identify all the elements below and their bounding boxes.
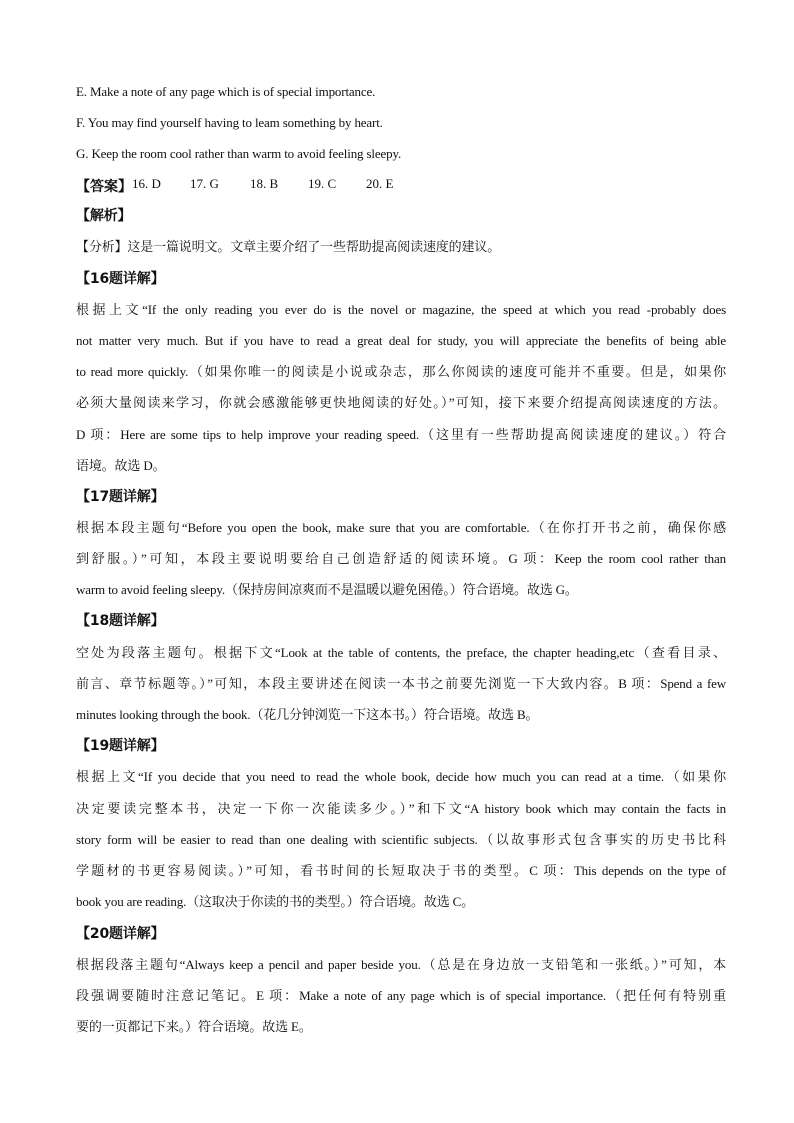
option-e: E. Make a note of any page which is of special importance. [76,84,376,99]
q19-heading: 【19题详解】 [76,738,165,754]
q19-line: story form will be easier to read than one dealing with scientific subjects.（以故事形式包含事实的历史书比科 [76,832,726,847]
q18-line: minutes looking through the book.（花几分钟浏览一下这本书。）符合语境。故选 B。 [76,707,539,722]
q17-line: warm to avoid feeling sleepy.（保持房间凉爽而不是温暖以避免困倦。）符合语境。故选 G。 [76,582,578,597]
q16-line: 必须大量阅读来学习，你就会感激能够更快地阅读的好处。）”可知，接下来要介绍提高阅读速度的方法。 [76,395,726,410]
analysis-heading: 【解析】 [76,208,132,224]
answer-label: 【答案】 [76,179,132,195]
q20-heading: 【20题详解】 [76,926,165,942]
answer-item: 16. D [132,176,161,191]
q19-line: 决定要读完整本书，决定一下你一次能读多少。）”和下文“A history book which may contain the facts in [76,801,726,816]
q19-line: 根据上文“If you decide that you need to read the whole book, decide how much you can read at a time.（如果你 [76,769,726,784]
q18-line: 前言、章节标题等。）”可知，本段主要讲述在阅读一本书之前要先浏览一下大致内容。B 项：Spend a few [76,676,726,691]
q16-line: D 项：Here are some tips to help improve your reading speed.（这里有一些帮助提高阅读速度的建议。）符合 [76,427,726,442]
q20-line: 要的一页都记下来。）符合语境。故选 E。 [76,1019,312,1034]
q16-line: 语境。故选 D。 [76,458,166,473]
q18-heading: 【18题详解】 [76,613,165,629]
q19-line: 学题材的书更容易阅读。）”可知，看书时间的长短取决于书的类型。C 项：This depends on the type of [76,863,726,878]
q16-line: not matter very much. But if you have to read a great deal for study, you will appreciate the benefits of being able [76,333,726,348]
q19-line: book you are reading.（这取决于你读的书的类型。）符合语境。故选 C。 [76,894,475,909]
answer-item: 18. B [250,176,279,191]
q20-line: 段强调要随时注意记笔记。E 项：Make a note of any page which is of special importance.（把任何有特别重 [76,988,726,1003]
q17-heading: 【17题详解】 [76,489,165,505]
answer-item: 17. G [190,176,219,191]
q18-line: 空处为段落主题句。根据下文“Look at the table of contents, the preface, the chapter heading,etc（查看目录、 [76,645,726,660]
q16-heading: 【16题详解】 [76,271,165,287]
q17-line: 到舒服。）”可知，本段主要说明要给自己创造舒适的阅读环境。G 项：Keep the room cool rather than [76,551,726,566]
q16-line: to read more quickly.（如果你唯一的阅读是小说或杂志，那么你阅读的速度可能并不重要。但是，如果你 [76,364,726,379]
q17-line: 根据本段主题句“Before you open the book, make sure that you are comfortable.（在你打开书之前，确保你感 [76,520,726,535]
answer-item: 20. E [366,176,394,191]
q16-line: 根据上文“If the only reading you ever do is the novel or magazine, the speed at which you read -probably does [76,302,726,317]
overview-text: 【分析】这是一篇说明文。文章主要介绍了一些帮助提高阅读速度的建议。 [76,239,501,254]
option-f: F. You may find yourself having to leam something by heart. [76,115,383,130]
option-g: G. Keep the room cool rather than warm to avoid feeling sleepy. [76,146,402,161]
q20-line: 根据段落主题句“Always keep a pencil and paper beside you.（总是在身边放一支铅笔和一张纸。）”可知，本 [76,957,726,972]
answer-item: 19. C [308,176,337,191]
